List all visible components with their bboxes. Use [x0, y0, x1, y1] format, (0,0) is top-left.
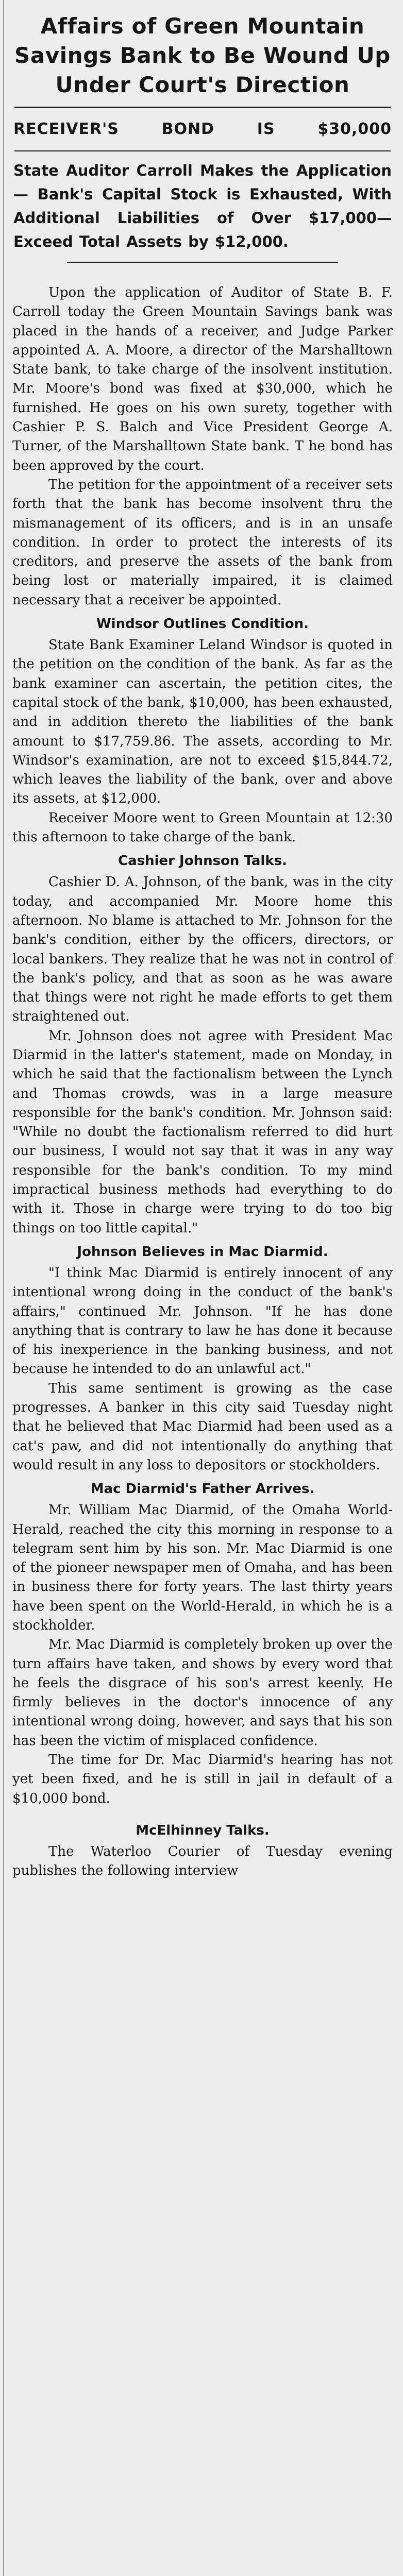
subheading-mcelhinney: McElhinney Talks. — [136, 1822, 270, 1838]
paragraph: Mr. William Mac Diarmid, of the Omaha World-Herald, reached the city this morning in response to a telegram sent him by his son. Mr. Mac Diarmid is one of the pioneer newspaper men of Omaha, and has been in business there for forty years. The last thirty years have been spent on the World-Herald, in which he is a stockholder. — [12, 1502, 393, 1633]
paragraph: Mr. Johnson does not agree with President Mac Diarmid in the latter's statement, made on Monday, in which he said that the factionalism between the Lynch and Thomas crowds, was in a large measure responsible for the bank's condition. Mr. Johnson said: "While no doubt the factionalism referred to did hurt our business, I would not say that it was in any way responsible for the bank's condition. To my mind impractical business methods had everything to do with it. Those in charge were trying to do too big things on too little capital." — [12, 1028, 393, 1236]
paragraph: The petition for the appointment of a receiver sets forth that the bank has become insolvent thru the mismanagement of its officers, and is in an unsafe condition. In order to protect the interests of its creditors, and preserve the assets of the bank from being lost or materially impaired, it is claimed necessary that a receiver be appointed. — [12, 477, 393, 608]
deck-summary: State Auditor Carroll Makes the Application — Bank's Capital Stock is Exhausted, With Additional Liabilities of Over $17,000—Exceed Total Assets by $12,000. — [13, 162, 392, 250]
divider-rule — [14, 107, 391, 108]
bond-banner-right: $30,000 — [317, 120, 392, 138]
bond-banner-middle1: BOND — [161, 120, 215, 138]
article-column — [10, 11, 395, 1881]
paragraph: The time for Dr. Mac Diarmid's hearing has not yet been fixed, and he is still in jail in default of a $10,000 bond. — [12, 1752, 393, 1806]
divider-rule — [14, 150, 391, 151]
subheading-windsor: Windsor Outlines Condition. — [96, 616, 309, 632]
column-rule — [3, 0, 4, 2576]
bond-banner — [10, 115, 395, 143]
paragraph: State Bank Examiner Leland Windsor is quoted in the petition on the condition of the bank. As far as the bank examiner can ascertain, the petition cites, the capital stock of the bank, $10,000, has been exhausted, and in addition thereto the liabilities of the bank amount to $17,759.86. The assets, according to Mr. Windsor's examination, are not to exceed $15,844.72, which leaves the liability of the bank, over and above its assets, at $12,000. — [12, 637, 393, 807]
article-body — [10, 283, 395, 1881]
bond-banner-left: RECEIVER'S — [13, 120, 119, 138]
paragraph: "I think Mac Diarmid is entirely innocent of any intentional wrong doing in the conduct of the bank's affairs," continued Mr. Johnson. "If he has done anything that is contrary to law he has done it because of his inexperience in the banking business, and not because he intended to do an unlawful act." — [12, 1265, 393, 1377]
paragraph: This same sentiment is growing as the case progresses. A banker in this city said Tuesday night that he believed that Mac Diarmid had been used as a cat's paw, and did not intentionally do anything that would result in any loss to depositors or stockholders. — [12, 1380, 393, 1473]
short-divider — [67, 262, 338, 263]
paragraph: Receiver Moore went to Green Mountain at 12:30 this afternoon to take charge of the bank. — [12, 810, 393, 845]
headline: Affairs of Green Mountain Savings Bank to Be Wound Up Under Court's Direction — [14, 13, 391, 97]
subheading-father-arrives: Mac Diarmid's Father Arrives. — [90, 1481, 315, 1497]
paragraph: Cashier D. A. Johnson, of the bank, was in the city today, and accompanied Mr. Moore home this afternoon. No blame is attached to Mr. Johnson for the bank's condition, either by the officers, directors, or local bankers. They realize that he was not in control of the bank's policy, and that as soon as he was aware that things were not right he made efforts to get them straightened out. — [12, 874, 393, 1025]
subheading-johnson-talks: Cashier Johnson Talks. — [118, 853, 287, 869]
paragraph: Upon the application of Auditor of State B. F. Carroll today the Green Mountain Savings bank was placed in the hands of a receiver, and Judge Parker appointed A. A. Moore, a director of the Marshalltown State bank, to take charge of the insolvent institution. Mr. Moore's bond was fixed at $30,000, which he furnished. He goes on his own surety, together with Cashier P. S. Balch and Vice President George A. Turner, of the Marshalltown State bank. T he bond has been approved by the court. — [12, 285, 393, 473]
bond-banner-middle2: IS — [257, 120, 275, 138]
paragraph: The Waterloo Courier of Tuesday evening publishes the following interview — [12, 1843, 393, 1879]
subheading-johnson-believes: Johnson Believes in Mac Diarmid. — [77, 1244, 328, 1260]
paragraph: Mr. Mac Diarmid is completely broken up over the turn affairs have taken, and shows by every word that he feels the disgrace of his son's arrest keenly. He firmly believes in the doctor's innocence of any intentional wrong doing, however, and says that his son has been the victim of misplaced confidence. — [12, 1637, 393, 1749]
